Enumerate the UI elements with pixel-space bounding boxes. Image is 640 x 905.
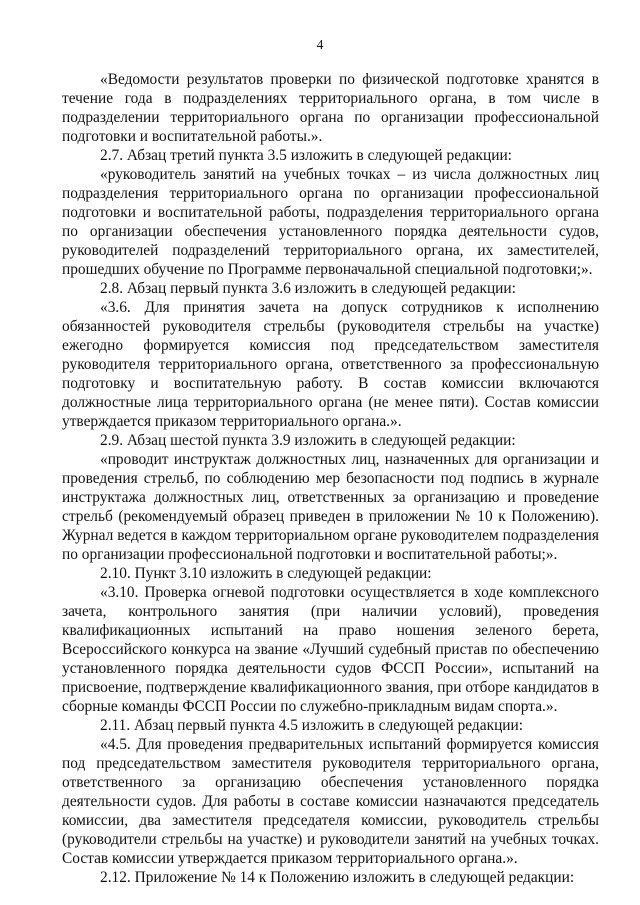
paragraph-2-9-quote: «проводит инструктаж должностных лиц, назначенных для организации и проведения стрельб, по соблюдению мер безопасности под подпись в журнале инструктажа должностных лиц, ответственных за организацию и проведение стрельб (рекомендуемый образец приведен в приложении № 10 к Положению). Журнал ведется в каждом территориальном органе руководителем подразделения по организации профессиональной подготовки и воспитательной работы;». xyxy=(62,451,599,563)
paragraph-2-11-quote: «4.5. Для проведения предварительных испытаний формируется комиссия под председательством заместителя руководителя территориального органа, ответственного за организацию обеспечения установленного порядка деятельности судов. Для работы в составе комиссии назначаются председатель комиссии, два заместителя председателя комиссии, руководитель стрельбы (руководители стрельбы на участке) и руководители занятий на учебных точках. Состав комиссии утверждается приказом территориального органа.». xyxy=(62,736,599,867)
paragraph-2-7-heading: 2.7. Абзац третий пункта 3.5 изложить в следующей редакции: xyxy=(100,147,512,164)
paragraph-2-10-quote: «3.10. Проверка огневой подготовки осуществляется в ходе комплексного зачета, контрольного занятия (при наличии условий), проведения квалификационных испытаний на право ношения зеленого берета, Всероссийского конкурса на звание «Лучший судебный пристав по обеспечению установленного порядка деятельности судов ФССП России», испытаний на присвоение, подтверждение квалификационного звания, при отборе кандидатов в сборные команды ФССП России по служебно-прикладным видам спорта.». xyxy=(62,584,599,715)
paragraph-2-10-heading: 2.10. Пункт 3.10 изложить в следующей редакции: xyxy=(100,565,432,582)
paragraph-2-12-heading: 2.12. Приложение № 14 к Положению изложить в следующей редакции: xyxy=(100,869,575,886)
paragraph-2-7-quote: «руководитель занятий на учебных точках – из числа должностных лиц подразделения территориального органа по организации профессиональной подготовки и воспитательной работы, подразделения территориального органа по организации обеспечения установленного порядка деятельности судов, руководителей подразделений территориального органа, их заместителей, прошедших обучение по Программе первоначальной специальной подготовки;». xyxy=(62,166,599,278)
paragraph-vedomosti-quote: «Ведомости результатов проверки по физической подготовке хранятся в течение года в подразделениях территориального органа, в том числе в подразделении территориального органа по организации профессиональной подготовки и воспитательной работы.». xyxy=(62,71,599,145)
document-body xyxy=(62,70,599,887)
paragraph-2-8-heading: 2.8. Абзац первый пункта 3.6 изложить в следующей редакции: xyxy=(100,280,516,297)
page-number: 4 xyxy=(316,37,324,52)
paragraph-2-11-heading: 2.11. Абзац первый пункта 4.5 изложить в следующей редакции: xyxy=(100,717,524,734)
paragraph-2-8-quote: «3.6. Для принятия зачета на допуск сотрудников к исполнению обязанностей руководителя стрельбы (руководителя стрельбы на участке) ежегодно формируется комиссия под председательством заместителя руководителя территориального органа, ответственного за профессиональную подготовку и воспитательную работу. В состав комиссии включаются должностные лица территориального органа (не менее пяти). Состав комиссии утверждается приказом территориального органа.». xyxy=(62,299,599,430)
paragraph-2-9-heading: 2.9. Абзац шестой пункта 3.9 изложить в следующей редакции: xyxy=(100,432,516,449)
